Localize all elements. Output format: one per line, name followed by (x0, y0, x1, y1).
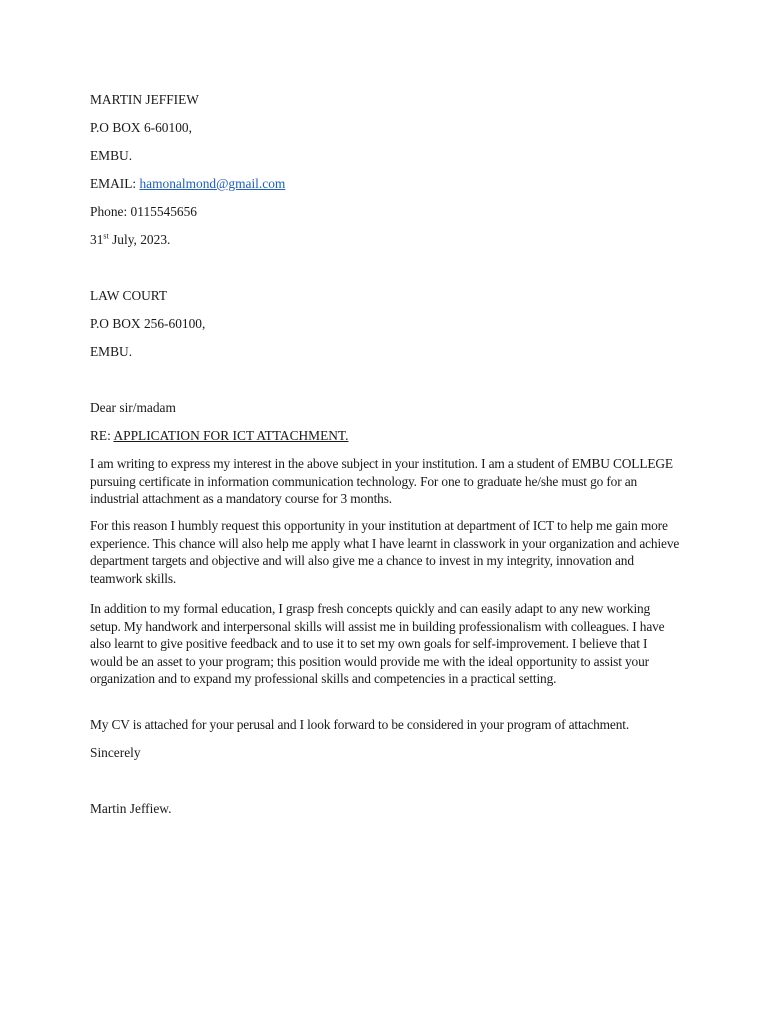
body-paragraph-2: For this reason I humbly request this opportunity in your institution at department of ICT to help me gain more experience. This chance will also help me apply what I have learnt in classwork in your organization and achieve department targets and objective and will also give me a chance to invest in my integrity, innovation and teamwork skills. (90, 518, 680, 586)
body-paragraph-1: I am writing to express my interest in the above subject in your institution. I am a student of EMBU COLLEGE pursuing certificate in information communication technology. For one to graduate he/she must go for an industrial attachment as a mandatory course for 3 months. (90, 456, 673, 507)
recipient-city: EMBU. (90, 344, 133, 359)
body-paragraph-4: My CV is attached for your perusal and I look forward to be considered in your program of attachment. (90, 717, 630, 732)
signature: Martin Jeffiew. (90, 801, 172, 816)
subject-line (90, 427, 348, 445)
email-label: EMAIL: (90, 176, 140, 191)
recipient-address: P.O BOX 256-60100, (90, 316, 206, 331)
body-paragraph-3: In addition to my formal education, I grasp fresh concepts quickly and can easily adapt to any new working setup. My handwork and interpersonal skills will assist me in building professionalism with colleagues. I have also learnt to give positive feedback and to use it to set my own goals for self-improvement. I believe that I would be an asset to your program; this position would provide me with the ideal opportunity to assist your organization and to expand my professional skills and competencies in a practical setting. (90, 601, 665, 687)
subject-text: APPLICATION FOR ICT ATTACHMENT. (113, 428, 349, 443)
letter-date (90, 231, 170, 249)
date-rest: July, 2023. (108, 232, 171, 247)
date-suffix: st (103, 231, 109, 241)
date-day: 31 (90, 232, 104, 247)
sender-address: P.O BOX 6-60100, (90, 120, 192, 135)
email-link[interactable]: hamonalmond@gmail.com (139, 176, 286, 191)
subject-prefix: RE: (90, 428, 114, 443)
closing: Sincerely (90, 745, 141, 760)
recipient-name: LAW COURT (90, 288, 168, 303)
sender-phone: Phone: 0115545656 (90, 204, 198, 219)
sender-name: MARTIN JEFFIEW (90, 92, 199, 107)
salutation: Dear sir/madam (90, 400, 176, 415)
sender-email-line (90, 175, 285, 193)
sender-city: EMBU. (90, 148, 133, 163)
